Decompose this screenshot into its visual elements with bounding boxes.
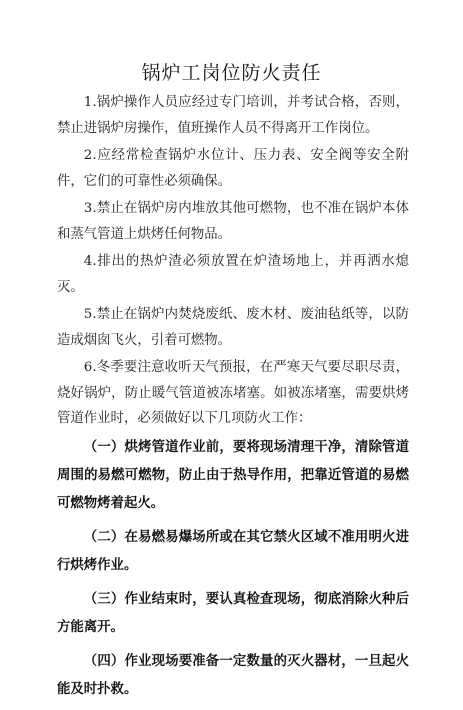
rule-paragraph-5: 5.禁止在锅炉内焚烧废纸、废木材、废油毡纸等，以防造成烟囱飞火，引着可燃物。 (57, 307, 409, 348)
rule-paragraph-3: 3.禁止在锅炉房内堆放其他可燃物，也不准在锅炉本体和蒸气管道上烘烤任何物品。 (57, 201, 409, 242)
fire-measure-item-4: （四）作业现场要准备一定数量的灭火器材，一旦起火能及时扑救。 (57, 653, 409, 697)
document-body (57, 90, 409, 710)
fire-measure-item-3: （三）作业结束时，要认真检查现场，彻底消除火种后方能离开。 (57, 591, 409, 635)
rule-paragraph-6: 6.冬季要注意收听天气预报，在严寒天气要尽职尽责，烧好锅炉，防止暖气管道被冻堵塞。如被冻堵塞，需要烘烤管道作业时，必须做好以下几项防火工作： (57, 360, 409, 426)
rule-paragraph-1: 1.锅炉操作人员应经过专门培训，并考试合格，否则，禁止进锅炉房操作，值班操作人员不得离开工作岗位。 (57, 95, 409, 136)
document-title: 锅炉工岗位防火责任 (141, 62, 322, 84)
rule-paragraph-4: 4.排出的热炉渣必须放置在炉渣场地上，并再洒水熄灭。 (57, 254, 409, 295)
rule-paragraph-2: 2.应经常检查锅炉水位计、压力表、安全阀等安全附件，它们的可靠性必须确保。 (57, 148, 409, 189)
fire-measure-item-2: （二）在易燃易爆场所或在其它禁火区域不准用明火进行烘烤作业。 (57, 529, 409, 573)
fire-measure-item-1: （一）烘烤管道作业前，要将现场清理干净，清除管道周围的易燃可燃物，防止由于热导作用，把靠近管道的易燃可燃物烤着起火。 (57, 439, 409, 511)
